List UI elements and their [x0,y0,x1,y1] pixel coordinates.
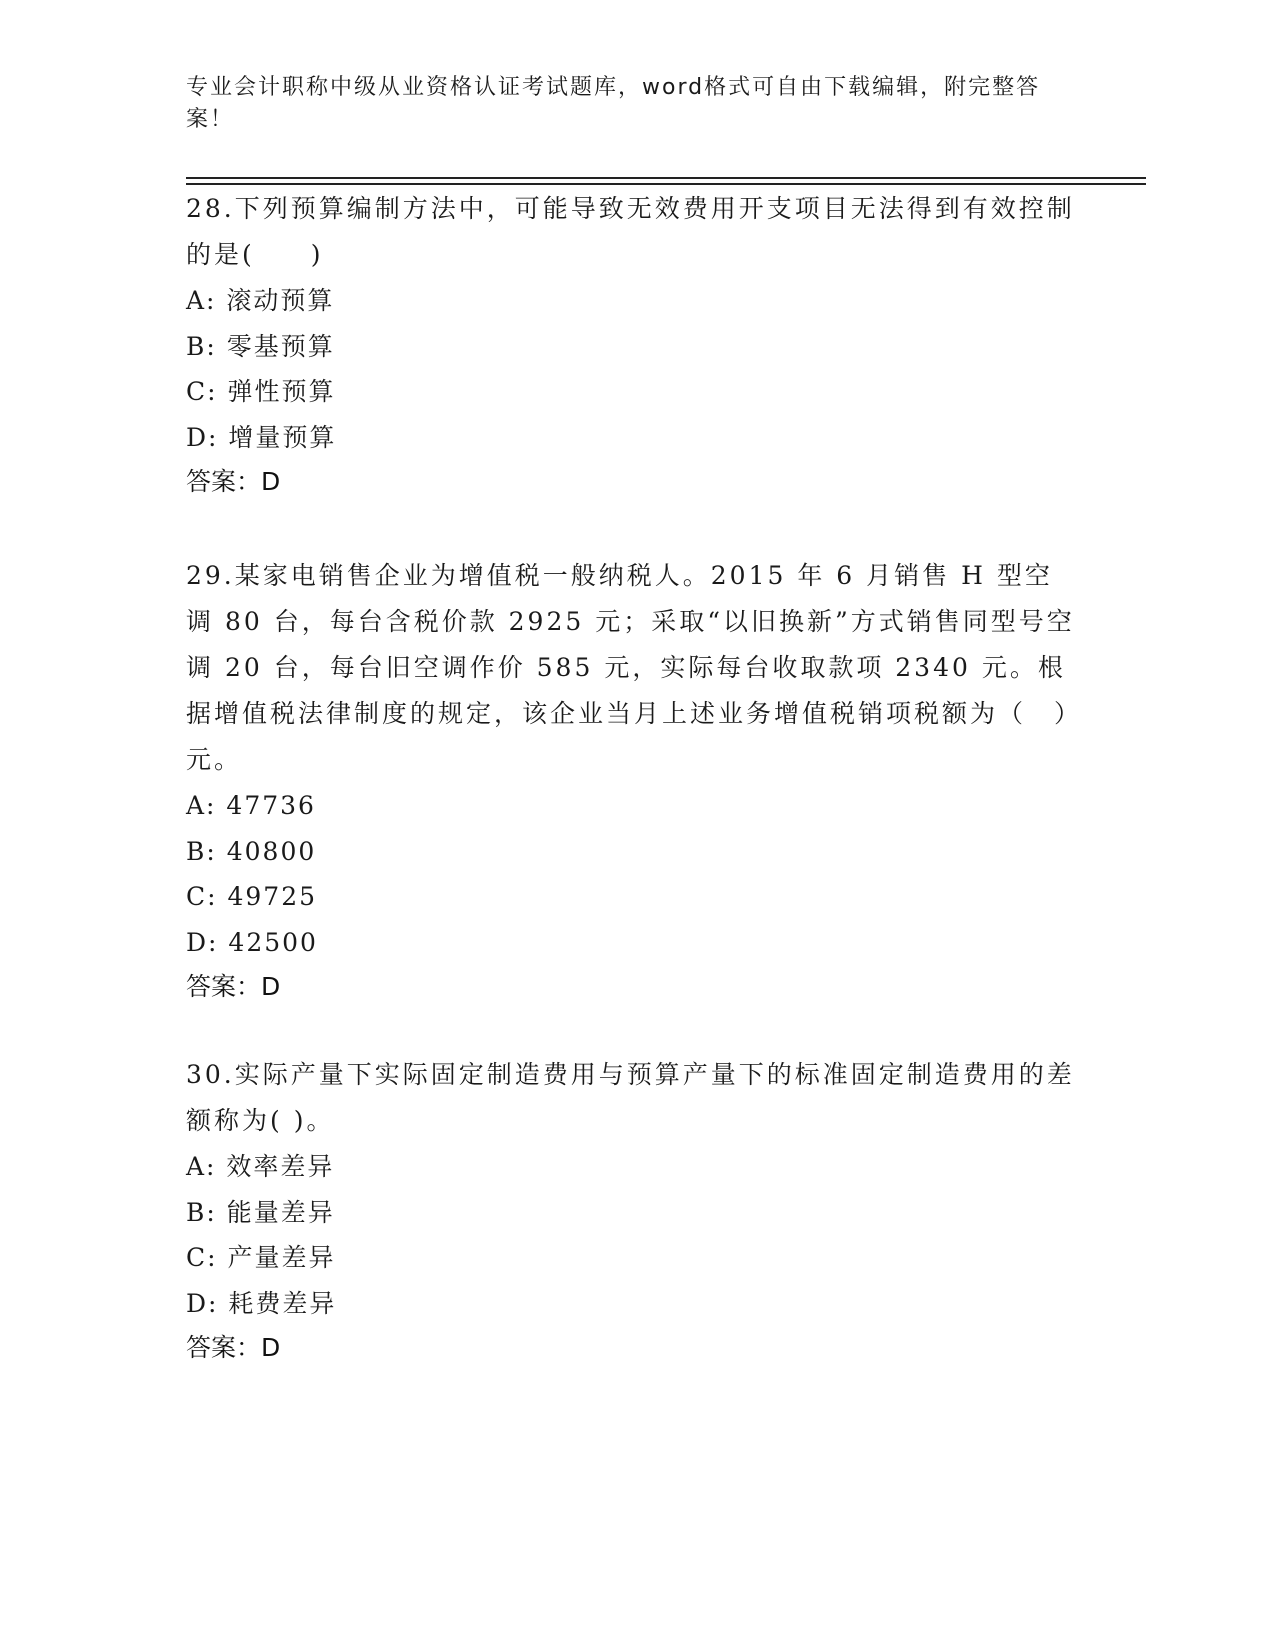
option-c: C: 49725 [186,882,318,911]
answer: 答案：D [186,1333,281,1362]
option-b: B: 零基预算 [186,331,335,361]
question-29 [186,553,1076,1009]
option-a: A: 效率差异 [186,1152,335,1181]
answer: 答案：D [186,467,281,496]
question-30 [186,1052,1076,1370]
option-c: C: 产量差异 [186,1243,336,1272]
option-c: C: 弹性预算 [186,377,336,406]
document-header: 专业会计职称中级从业资格认证考试题库，word格式可自由下载编辑，附完整答案！ [186,75,1041,132]
option-a: A: 滚动预算 [186,286,335,315]
option-b: B: 能量差异 [186,1197,335,1227]
question-stem: 28.下列预算编制方法中，可能导致无效费用开支项目无法得到有效控制的是( ) [186,194,1075,269]
option-d: D: 耗费差异 [186,1288,337,1318]
option-d: D: 42500 [186,927,318,957]
question-28 [186,186,1076,504]
question-stem: 29.某家电销售企业为增值税一般纳税人。2015 年 6 月销售 H 型空调 80 台，每台含税价款 2925 元；采取“以旧换新”方式销售同型号空调 20 台，每台旧空调作价 585 元，实际每台收取款项 2340 元。根据增值税法律制度的规定，该企业当月上述业务增值税销项税额为（ ）元。 [186,561,1075,774]
header-divider-top [186,177,1146,179]
option-d: D: 增量预算 [186,422,337,452]
option-b: B: 40800 [186,836,317,866]
option-a: A: 47736 [186,791,316,820]
answer: 答案：D [186,972,281,1001]
header-divider-bottom [186,183,1146,185]
question-stem: 30.实际产量下实际固定制造费用与预算产量下的标准固定制造费用的差额称为( )。 [186,1060,1075,1135]
